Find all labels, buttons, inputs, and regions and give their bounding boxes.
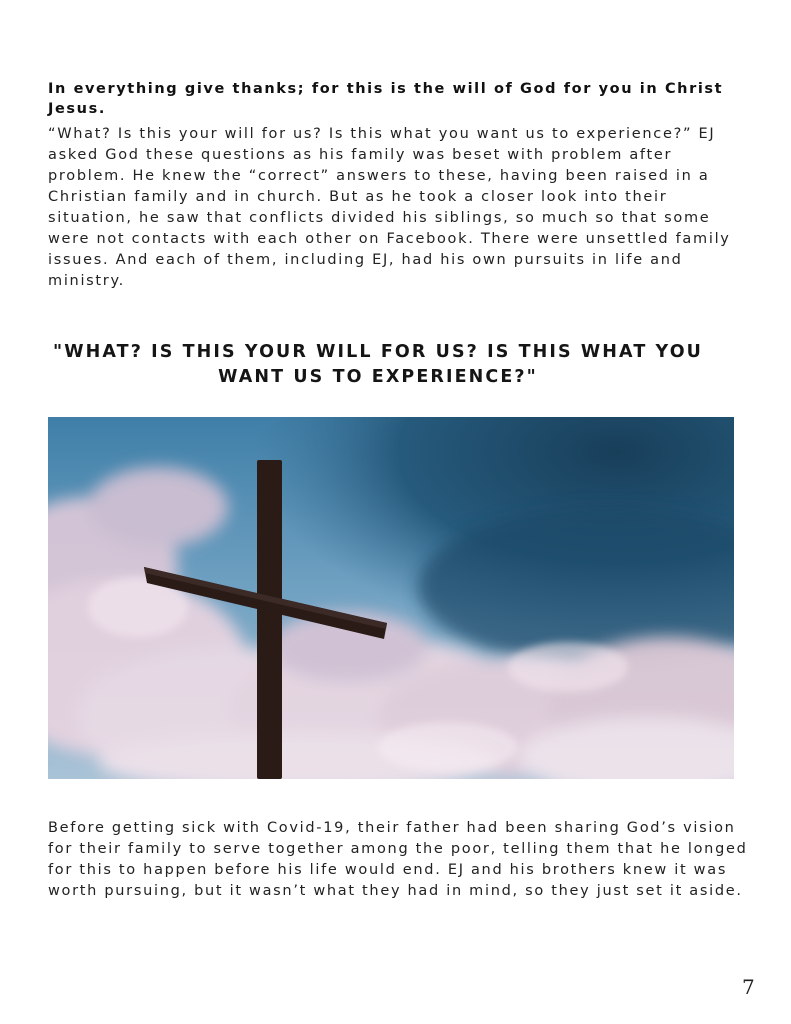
page-number: 7 [742, 975, 755, 999]
closing-paragraph: Before getting sick with Covid-19, their father had been sharing God’s vision for their family to serve together among the poor, telling them that he longed for this to happen before his life would end. EJ and his brothers knew it was worth pursuing, but it wasn’t what they had in mind, so they just set it aside. [48, 820, 748, 899]
pull-quote: "WHAT? IS THIS YOUR WILL FOR US? IS THIS WHAT YOU WANT US TO EXPERIENCE?" [53, 342, 703, 387]
intro-paragraph: “What? Is this your will for us? Is this what you want us to experience?” EJ asked God these questions as his family was beset with problem after problem. He knew the “correct” answers to these, having been raised in a Christian family and in church. But as he took a closer look into their situation, he saw that conflicts divided his siblings, so much so that some were not contacts with each other on Facebook. There were unsettled family issues. And each of them, including EJ, had his own pursuits in life and ministry. [48, 126, 731, 289]
cross-sky-photo [48, 417, 734, 779]
scripture-verse: In everything give thanks; for this is the will of God for you in Christ Jesus. [48, 81, 724, 117]
